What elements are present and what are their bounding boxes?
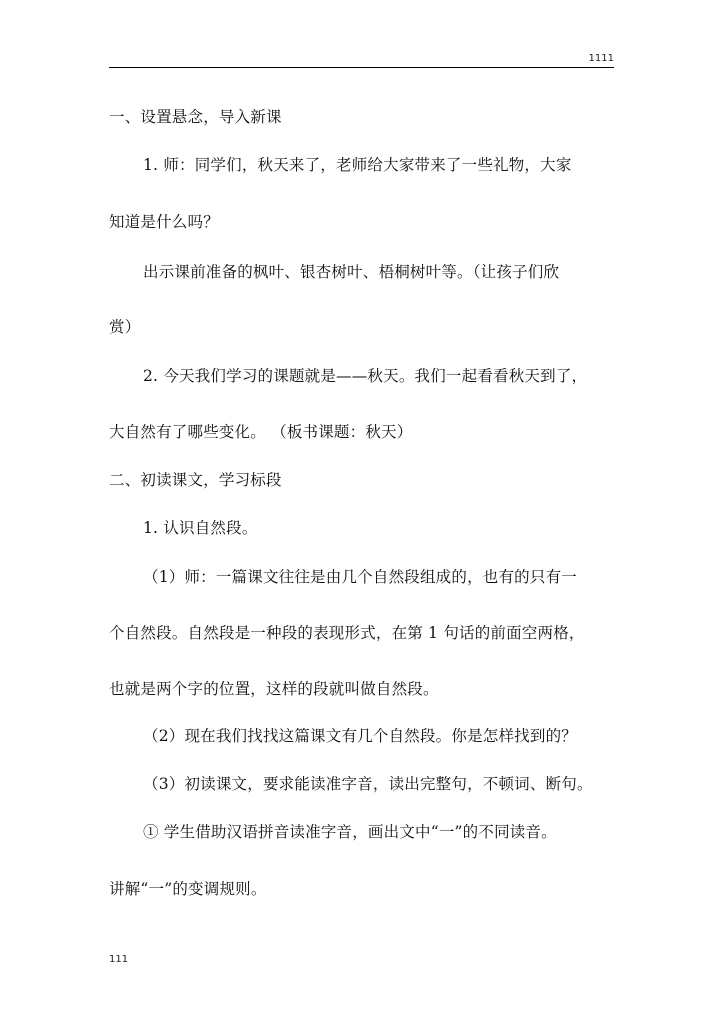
paragraph-line: ① 学生借助汉语拼音读准字音，画出文中“一”的不同读音。 bbox=[143, 823, 557, 841]
header-page-number: 1111 bbox=[588, 53, 614, 64]
paragraph-line: 讲解“一”的变调规则。 bbox=[109, 880, 267, 898]
paragraph-line: 个自然段。自然段是一种段的表现形式，在第 1 句话的前面空两格， bbox=[109, 624, 585, 642]
paragraph-line: 赏） bbox=[109, 318, 141, 336]
paragraph-line: 大自然有了哪些变化。 （板书课题：秋天） bbox=[109, 423, 413, 441]
paragraph-line: 知道是什么吗？ bbox=[109, 213, 219, 231]
section-heading-2: 二、初读课文，学习标段 bbox=[109, 471, 282, 489]
paragraph-line: （3）初读课文，要求能读准字音，读出完整句，不顿词、断句。 bbox=[143, 775, 593, 793]
paragraph-line: 1. 师：同学们，秋天来了，老师给大家带来了一些礼物，大家 bbox=[143, 156, 572, 174]
paragraph-line: 1. 认识自然段。 bbox=[143, 519, 258, 537]
header-rule bbox=[109, 67, 614, 68]
section-heading-1: 一、设置悬念，导入新课 bbox=[109, 108, 282, 126]
footer-page-number: 111 bbox=[109, 954, 129, 965]
paragraph-line: 出示课前准备的枫叶、银杏树叶、梧桐树叶等。（让孩子们欣 bbox=[143, 263, 560, 281]
paragraph-line: 也就是两个字的位置，这样的段就叫做自然段。 bbox=[109, 680, 439, 698]
paragraph-line: 2. 今天我们学习的课题就是——秋天。我们一起看看秋天到了， bbox=[143, 367, 588, 385]
paragraph-line: （2）现在我们找找这篇课文有几个自然段。你是怎样找到的？ bbox=[143, 727, 577, 745]
paragraph-line: （1）师：一篇课文往往是由几个自然段组成的，也有的只有一 bbox=[143, 568, 577, 586]
